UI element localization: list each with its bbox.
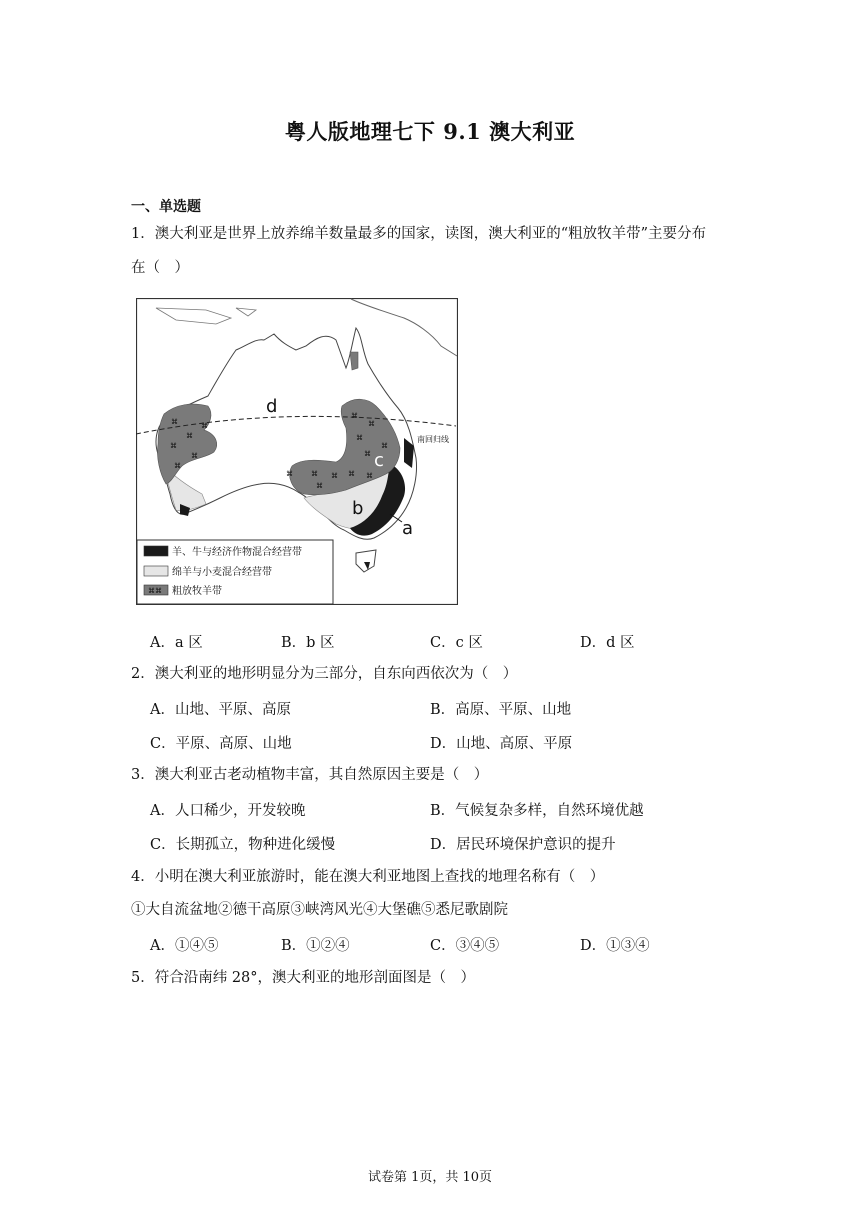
question-1-stem-cont: 在（ ） bbox=[131, 260, 189, 276]
legend-label-extensive-grazing: 粗放牧羊带 bbox=[172, 586, 222, 597]
q1-option-d[interactable]: D．d 区 bbox=[580, 635, 635, 651]
svg-text:⌘: ⌘ bbox=[311, 470, 318, 478]
section-heading: 一、单选题 bbox=[131, 199, 201, 215]
page-footer: 试卷第 1页，共 10页 bbox=[367, 1170, 493, 1185]
q2-option-a[interactable]: A．山地、平原、高原 bbox=[150, 702, 291, 718]
q4-option-b[interactable]: B．①②④ bbox=[281, 938, 350, 954]
legend-label-sheep-wheat: 绵羊与小麦混合经营带 bbox=[172, 567, 272, 578]
q3-option-d[interactable]: D．居民环境保护意识的提升 bbox=[430, 837, 616, 853]
legend-label-mixed-farming: 羊、牛与经济作物混合经营带 bbox=[172, 547, 302, 558]
q4-option-a[interactable]: A．①④⑤ bbox=[150, 938, 219, 954]
question-1-stem: 1．澳大利亚是世界上放养绵羊数量最多的国家，读图，澳大利亚的“粗放牧羊带”主要分布 bbox=[131, 226, 707, 242]
svg-text:⌘: ⌘ bbox=[364, 450, 371, 458]
q3-option-b[interactable]: B．气候复杂多样，自然环境优越 bbox=[430, 803, 644, 819]
q2-option-d[interactable]: D．山地、高原、平原 bbox=[430, 736, 573, 752]
question-4-stem: 4．小明在澳大利亚旅游时，能在澳大利亚地图上查找的地理名称有（ ） bbox=[131, 869, 605, 885]
svg-text:⌘: ⌘ bbox=[348, 470, 355, 478]
q4-option-d[interactable]: D．①③④ bbox=[580, 938, 650, 954]
zone-label-d: d bbox=[266, 396, 278, 417]
legend-swatch-sheep-wheat bbox=[144, 566, 168, 576]
zone-label-c: c bbox=[374, 450, 384, 471]
svg-text:⌘: ⌘ bbox=[286, 470, 293, 478]
svg-text:⌘: ⌘ bbox=[368, 420, 375, 428]
svg-text:⌘: ⌘ bbox=[201, 422, 208, 430]
svg-text:⌘: ⌘ bbox=[381, 442, 388, 450]
q2-option-c[interactable]: C．平原、高原、山地 bbox=[150, 736, 292, 752]
q1-option-b[interactable]: B．b 区 bbox=[281, 635, 335, 651]
svg-text:⌘: ⌘ bbox=[356, 434, 363, 442]
q3-option-a[interactable]: A．人口稀少，开发较晚 bbox=[150, 803, 306, 819]
legend-swatch-mixed-farming bbox=[144, 546, 168, 556]
q3-option-c[interactable]: C．长期孤立，物种进化缓慢 bbox=[150, 837, 336, 853]
map-legend bbox=[137, 540, 333, 604]
question-3-stem: 3．澳大利亚古老动植物丰富，其自然原因主要是（ ） bbox=[131, 767, 489, 783]
svg-text:⌘: ⌘ bbox=[351, 412, 358, 420]
svg-text:⌘: ⌘ bbox=[331, 472, 338, 480]
svg-text:⌘: ⌘ bbox=[170, 442, 177, 450]
svg-text:⌘: ⌘ bbox=[316, 482, 323, 490]
svg-text:⌘: ⌘ bbox=[171, 418, 178, 426]
svg-text:⌘: ⌘ bbox=[186, 432, 193, 440]
svg-text:⌘: ⌘ bbox=[174, 462, 181, 470]
australia-sheep-map bbox=[136, 298, 458, 605]
svg-text:⌘: ⌘ bbox=[191, 452, 198, 460]
q1-option-c[interactable]: C．c 区 bbox=[430, 635, 483, 651]
q1-option-a[interactable]: A．a 区 bbox=[150, 635, 203, 651]
svg-text:⌘: ⌘ bbox=[366, 472, 373, 480]
q4-option-c[interactable]: C．③④⑤ bbox=[430, 938, 500, 954]
page-title: 粤人版地理七下 9.1 澳大利亚 bbox=[284, 119, 576, 144]
svg-text:⌘⌘: ⌘⌘ bbox=[148, 587, 162, 595]
question-4-items: ①大自流盆地②德干高原③峡湾风光④大堡礁⑤悉尼歌剧院 bbox=[131, 902, 508, 918]
question-5-stem: 5．符合沿南纬 28°，澳大利亚的地形剖面图是（ ） bbox=[131, 970, 476, 986]
zone-label-a: a bbox=[402, 518, 414, 539]
question-2-stem: 2．澳大利亚的地形明显分为三部分，自东向西依次为（ ） bbox=[131, 666, 518, 682]
q2-option-b[interactable]: B．高原、平原、山地 bbox=[430, 702, 572, 718]
zone-label-b: b bbox=[352, 498, 364, 519]
tropic-label: 南回归线 bbox=[417, 435, 449, 444]
